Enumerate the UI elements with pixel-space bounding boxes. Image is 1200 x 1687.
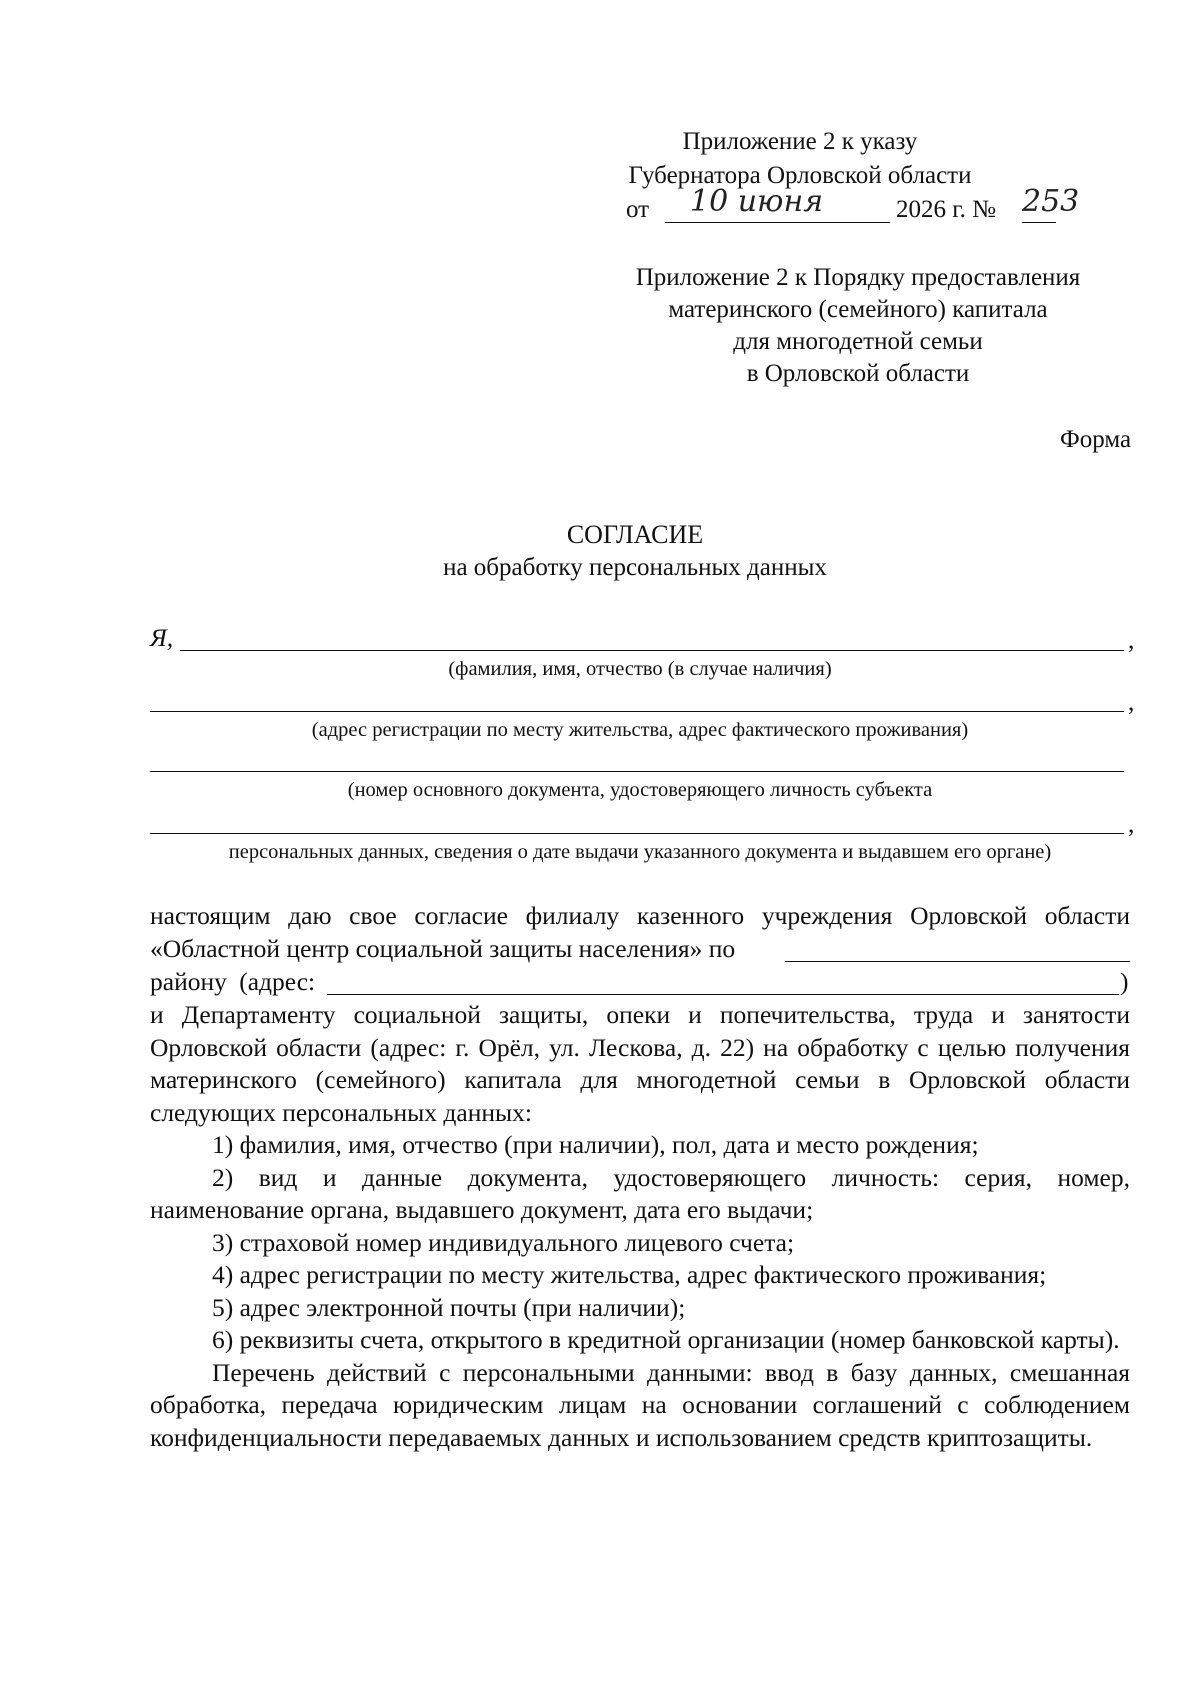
consent-line-3-suffix: ) (1120, 967, 1129, 996)
document-comma: , (1128, 809, 1135, 838)
form-label: Форма (1060, 426, 1132, 453)
handwritten-date: 10 июня (690, 184, 824, 219)
data-item-2: 2) вид и данные документа, удостоверяющего личность: серия, номер, наименование органа, выдавшего документ, дата его выдачи; (150, 1162, 1130, 1224)
governor-line: Губернатора Орловской области (628, 162, 972, 189)
data-item-4: 4) адрес регистрации по месту жительства, адрес фактического проживания; (212, 1260, 1047, 1289)
year-number-label: 2026 г. № (896, 196, 997, 223)
district-field-line[interactable] (785, 961, 1130, 962)
consent-line-2: «Областной центр социальной защиты населения» по (150, 934, 736, 963)
address-field-line[interactable] (150, 711, 1124, 712)
name-comma: , (1128, 625, 1135, 654)
document-subtitle: на обработку персональных данных (443, 554, 827, 581)
data-item-3: 3) страховой номер индивидуального лицевого счета; (212, 1227, 795, 1257)
handwritten-number: 253 (1022, 184, 1080, 219)
office-address-field-line[interactable] (327, 994, 1119, 995)
address-caption: (адрес регистрации по месту жительства, адрес фактического проживания) (311, 719, 969, 741)
document-field-line-2[interactable] (150, 833, 1124, 834)
appendix-order-line-3: для многодетной семьи (733, 328, 983, 355)
appendix-order-line-1: Приложение 2 к Порядку предоставления (635, 264, 1081, 291)
name-caption: (фамилия, имя, отчество (в случае наличия) (448, 658, 832, 680)
consent-line-1: настоящим даю свое согласие филиалу казенного учреждения Орловской области (150, 901, 1130, 930)
address-comma: , (1128, 687, 1135, 716)
number-underline (1022, 222, 1056, 223)
data-item-6: 6) реквизиты счета, открытого в кредитной организации (номер банковской карты). (212, 1325, 1120, 1354)
document-caption-1: (номер основного документа, удостоверяющего личность субъекта (347, 779, 933, 801)
document-field-line-1[interactable] (150, 771, 1124, 772)
document-title: СОГЛАСИЕ (566, 520, 704, 549)
actions-paragraph: Перечень действий с персональными данными: ввод в базу данных, смешанная обработка, передача юридическим лицам на основании соглашений с соблюдением конфиденциальности передаваемых данных и использованием средств криптозащиты. (150, 1357, 1130, 1452)
consent-body (150, 999, 1130, 1454)
document-caption-2: персональных данных, сведения о дате выдачи указанного документа и выдавшем его органе) (228, 841, 1052, 863)
data-item-1: 1) фамилия, имя, отчество (при наличии), пол, дата и место рождения; (212, 1130, 979, 1159)
appendix-decree: Приложение 2 к указу (682, 128, 918, 155)
appendix-order-line-4: в Орловской области (746, 360, 970, 387)
data-item-5: 5) адрес электронной почты (при наличии); (212, 1292, 686, 1322)
appendix-order-line-2: материнского (семейного) капитала (668, 296, 1048, 323)
department-paragraph: и Департаменту социальной защиты, опеки и попечительства, труда и занятости Орловской области (адрес: г. Орёл, ул. Лескова, д. 22) на обработку с целью получения материнского (семейного) капитала для многодетной семьи в Орловской области следующих персональных данных: (150, 1000, 1130, 1127)
i-label: Я, (150, 623, 174, 652)
date-prefix: от (626, 196, 650, 223)
date-underline (665, 222, 890, 223)
name-field-line[interactable] (180, 650, 1124, 651)
consent-line-3-prefix: району (адрес: (150, 967, 316, 996)
